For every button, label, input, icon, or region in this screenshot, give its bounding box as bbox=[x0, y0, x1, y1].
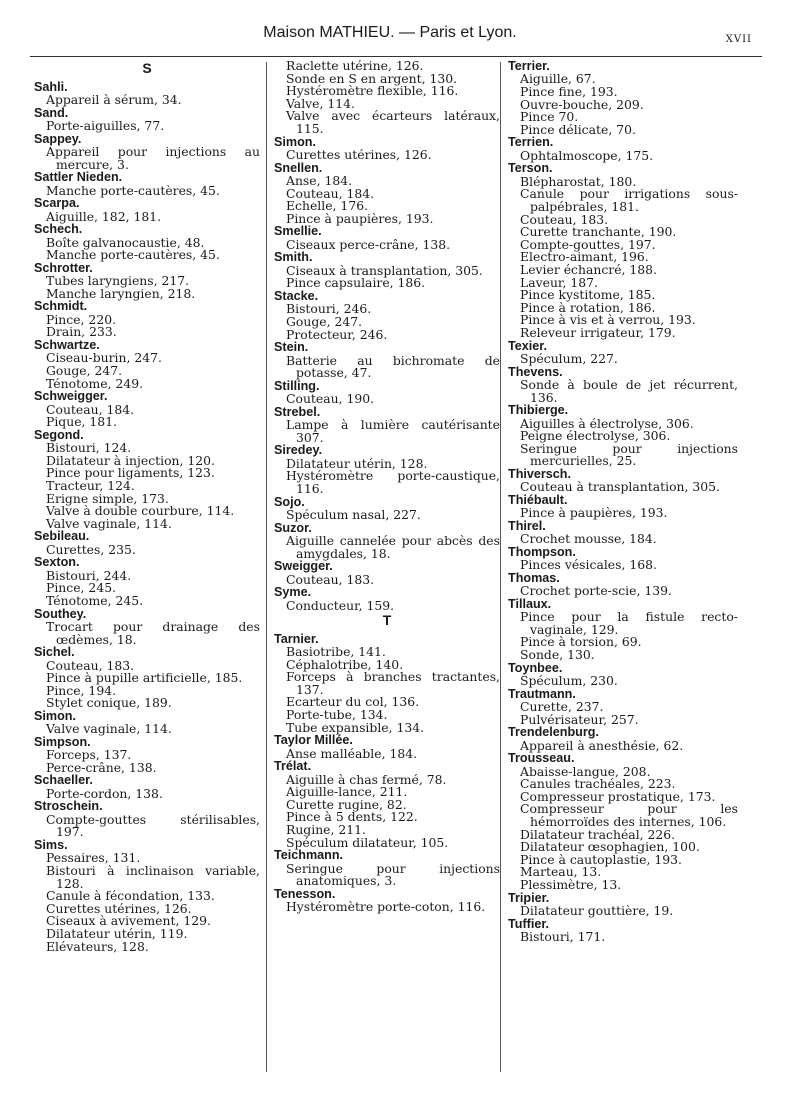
index-column-1 bbox=[34, 60, 260, 953]
instrument-item: Ténotome, 249. bbox=[46, 375, 144, 391]
instrument-item: Canule pour irrigations sous-palpébrales, 181. bbox=[520, 186, 738, 214]
index-entry bbox=[34, 710, 260, 736]
instrument-item: Hystéromètre porte-coton, 116. bbox=[286, 899, 486, 915]
surgeon-name: Thibierge. bbox=[508, 403, 569, 418]
surgeon-name: Tuffier. bbox=[508, 916, 550, 931]
instrument-item: Trocart pour drainage des œdèmes, 18. bbox=[46, 618, 260, 647]
index-entry bbox=[274, 251, 500, 290]
instrument-item: Ecarteur du col, 136. bbox=[286, 694, 420, 710]
instrument-item: Céphalotribe, 140. bbox=[286, 656, 404, 672]
index-entry bbox=[508, 752, 738, 891]
instrument-item: Couteau, 184. bbox=[46, 401, 135, 417]
index-entry bbox=[508, 162, 738, 339]
instrument-item: Couteau à transplantation, 305. bbox=[520, 479, 720, 495]
surgeon-name: Thiébault. bbox=[508, 492, 568, 507]
instrument-item: Manche laryngien, 218. bbox=[46, 285, 196, 301]
surgeon-name: Sweigger. bbox=[274, 559, 333, 574]
instrument-item: Sonde à boule de jet récurrent, 136. bbox=[520, 376, 738, 405]
instrument-item: Pince à pupille artificielle, 185. bbox=[46, 670, 243, 686]
column-divider bbox=[266, 62, 267, 1072]
instrument-item: Pessaires, 131. bbox=[46, 850, 141, 866]
instrument-item: Curette rugine, 82. bbox=[286, 796, 407, 812]
surgeon-name: Schrotter. bbox=[34, 260, 93, 275]
instrument-item: Bistouri, 124. bbox=[46, 440, 132, 456]
instrument-item: Dilatateur à injection, 120. bbox=[46, 452, 215, 468]
instrument-item: Electro-aimant, 196. bbox=[520, 249, 649, 265]
instrument-item: Valve vaginale, 114. bbox=[46, 721, 172, 737]
instrument-item: Pinces vésicales, 168. bbox=[520, 557, 657, 573]
instrument-item: Pince kystitome, 185. bbox=[520, 287, 656, 303]
instrument-item: Pince fine, 193. bbox=[520, 84, 618, 99]
instrument-item: Tracteur, 124. bbox=[46, 477, 135, 493]
instrument-item: Bistouri à inclinaison variable, 128. bbox=[46, 863, 260, 891]
index-entry bbox=[34, 646, 260, 710]
instrument-item: Curettes utérines, 126. bbox=[286, 146, 432, 162]
index-column-3 bbox=[508, 60, 738, 944]
surgeon-name: Snellen. bbox=[274, 160, 323, 175]
surgeon-name: Schweigger. bbox=[34, 389, 108, 404]
index-entry bbox=[274, 341, 500, 380]
instrument-item: Ciseaux perce-crâne, 138. bbox=[286, 236, 451, 252]
instrument-item: Crochet mousse, 184. bbox=[520, 531, 657, 547]
instrument-item: Curettes, 235. bbox=[46, 541, 136, 557]
instrument-item: Pince à paupières, 193. bbox=[286, 210, 434, 226]
surgeon-name: Tenesson. bbox=[274, 886, 336, 901]
instrument-item: Ciseau-burin, 247. bbox=[46, 350, 162, 366]
instrument-item: Dilatateur trachéal, 226. bbox=[520, 826, 676, 842]
instrument-item: Aiguille, 182, 181. bbox=[46, 208, 162, 224]
index-entry bbox=[34, 107, 260, 133]
instrument-item: Pince capsulaire, 186. bbox=[286, 275, 426, 291]
surgeon-name: Stroschein. bbox=[34, 799, 103, 814]
instrument-item: Pince, 220. bbox=[46, 311, 117, 327]
instrument-item: Pince pour ligaments, 123. bbox=[46, 465, 215, 481]
surgeon-name: Scarpa. bbox=[34, 196, 80, 211]
index-entry bbox=[34, 81, 260, 107]
surgeon-name: Tarnier. bbox=[274, 631, 319, 646]
instrument-item: Porte-cordon, 138. bbox=[46, 785, 163, 801]
surgeon-name: Stacke. bbox=[274, 288, 319, 303]
instrument-item: Pince à torsion, 69. bbox=[520, 634, 642, 650]
surgeon-name: Sichel. bbox=[34, 645, 75, 660]
instrument-item: Spéculum, 227. bbox=[520, 350, 618, 366]
header-rule bbox=[30, 56, 762, 57]
instrument-item: Sonde en S en argent, 130. bbox=[286, 70, 458, 86]
index-entry bbox=[508, 136, 738, 162]
instrument-item: Forceps à branches tractantes, 137. bbox=[286, 669, 500, 697]
index-entry bbox=[508, 688, 738, 727]
surgeon-name: Sexton. bbox=[34, 555, 80, 570]
index-entry bbox=[274, 406, 500, 445]
surgeon-name: Siredey. bbox=[274, 443, 323, 458]
index-entry bbox=[274, 560, 500, 586]
surgeon-name: Simon. bbox=[274, 134, 316, 149]
instrument-item: Basiotribe, 141. bbox=[286, 644, 386, 660]
index-entry bbox=[34, 300, 260, 339]
surgeon-name: Teichmann. bbox=[274, 848, 344, 863]
instrument-item: Gouge, 247. bbox=[46, 362, 123, 378]
surgeon-name: Trousseau. bbox=[508, 751, 575, 766]
index-entry bbox=[508, 404, 738, 468]
instrument-item: Pince, 194. bbox=[46, 682, 117, 698]
instrument-item: Couteau, 184. bbox=[286, 185, 375, 201]
instrument-item: Spéculum dilatateur, 105. bbox=[286, 834, 449, 850]
instrument-item: Pince, 245. bbox=[46, 580, 117, 596]
instrument-item: Boîte galvanocaustie, 48. bbox=[46, 234, 205, 250]
index-entry bbox=[34, 530, 260, 556]
index-entry bbox=[274, 849, 500, 888]
instrument-item: Couteau, 190. bbox=[286, 391, 375, 407]
instrument-item: Couteau, 183. bbox=[46, 657, 135, 673]
instrument-item: Curette tranchante, 190. bbox=[520, 224, 677, 240]
surgeon-name: Schwartze. bbox=[34, 337, 100, 352]
surgeon-name: Trautmann. bbox=[508, 686, 576, 701]
instrument-item: Compte-gouttes, 197. bbox=[520, 236, 656, 252]
surgeon-name: Tripier. bbox=[508, 890, 550, 905]
instrument-item: Marteau, 13. bbox=[520, 864, 602, 880]
instrument-item: Aiguille-lance, 211. bbox=[286, 784, 408, 800]
instrument-item: Dilatateur gouttière, 19. bbox=[520, 903, 674, 918]
instrument-item: Porte-tube, 134. bbox=[286, 707, 388, 723]
surgeon-name: Terson. bbox=[508, 161, 553, 176]
running-head: Maison MATHIEU. — Paris et Lyon. bbox=[263, 24, 517, 41]
instrument-item: Ténotome, 245. bbox=[46, 592, 144, 608]
surgeon-name: Sojo. bbox=[274, 494, 305, 509]
instrument-item: Sonde, 130. bbox=[520, 647, 595, 663]
surgeon-name: Sahli. bbox=[34, 79, 68, 94]
instrument-item: Gouge, 247. bbox=[286, 313, 363, 329]
instrument-item: Valve vaginale, 114. bbox=[46, 515, 172, 531]
index-entry bbox=[274, 162, 500, 226]
index-entry bbox=[508, 494, 738, 520]
instrument-item: Valve avec écarteurs latéraux, 115. bbox=[286, 108, 500, 136]
section-letter: S bbox=[142, 60, 152, 76]
instrument-item: Appareil pour injections au mercure, 3. bbox=[46, 144, 260, 172]
instrument-item: Pince à vis et à verrou, 193. bbox=[520, 312, 696, 328]
index-entry bbox=[34, 133, 260, 172]
instrument-item: Seringue pour injections anatomiques, 3. bbox=[286, 860, 500, 889]
instrument-item: Hystéromètre porte-caustique, 116. bbox=[286, 468, 500, 496]
instrument-item: Curette, 237. bbox=[520, 699, 604, 715]
instrument-item: Ciseaux à avivement, 129. bbox=[46, 913, 211, 929]
index-entry bbox=[274, 586, 500, 612]
index-entry bbox=[274, 888, 500, 914]
instrument-item: Compte-gouttes stérilisables, 197. bbox=[46, 811, 260, 840]
surgeon-name: Southey. bbox=[34, 606, 87, 621]
instrument-item: Dilatateur utérin, 128. bbox=[286, 455, 428, 471]
index-entry bbox=[34, 800, 260, 839]
instrument-item: Echelle, 176. bbox=[286, 198, 369, 214]
surgeon-name: Syme. bbox=[274, 585, 312, 600]
surgeon-name: Schaeller. bbox=[34, 773, 93, 788]
index-entry bbox=[34, 197, 260, 223]
surgeon-name: Simon. bbox=[34, 708, 76, 723]
instrument-item: Drain, 233. bbox=[46, 324, 117, 340]
instrument-item: Compresseur prostatique, 173. bbox=[520, 788, 716, 804]
surgeon-name: Smellie. bbox=[274, 224, 322, 239]
instrument-item: Blépharostat, 180. bbox=[520, 173, 637, 189]
instrument-item: Appareil à anesthésie, 62. bbox=[520, 737, 684, 753]
surgeon-name: Sims. bbox=[34, 838, 68, 853]
surgeon-name: Taylor Millée. bbox=[274, 733, 353, 748]
instrument-item: Releveur irrigateur, 179. bbox=[520, 324, 676, 340]
surgeon-name: Thevens. bbox=[508, 364, 563, 379]
index-entry bbox=[274, 225, 500, 251]
index-entry bbox=[34, 774, 260, 800]
surgeon-name: Strebel. bbox=[274, 404, 321, 419]
surgeon-name: Schmidt. bbox=[34, 299, 88, 314]
surgeon-name: Texier. bbox=[508, 338, 547, 353]
instrument-item: Pince à rotation, 186. bbox=[520, 299, 656, 315]
instrument-item: Manche porte-cautères, 45. bbox=[46, 182, 220, 198]
index-entry bbox=[34, 839, 260, 953]
instrument-item: Laveur, 187. bbox=[520, 274, 598, 290]
instrument-item: Tube expansible, 134. bbox=[286, 719, 425, 735]
section-letter: T bbox=[382, 612, 392, 629]
surgeon-name: Toynbee. bbox=[508, 660, 563, 675]
index-entry bbox=[274, 60, 500, 136]
index-entry bbox=[34, 556, 260, 607]
instrument-item: Levier échancré, 188. bbox=[520, 261, 657, 277]
surgeon-name: Suzor. bbox=[274, 520, 312, 535]
surgeon-name: Thompson. bbox=[508, 544, 576, 559]
index-entry bbox=[508, 520, 738, 546]
surgeon-name: Trendelenburg. bbox=[508, 725, 599, 740]
instrument-item: Pince à cautoplastie, 193. bbox=[520, 851, 682, 867]
index-entry bbox=[508, 366, 738, 405]
instrument-item: Crochet porte-scie, 139. bbox=[520, 583, 672, 599]
index-entry bbox=[508, 546, 738, 572]
instrument-item: Couteau, 183. bbox=[520, 211, 609, 227]
column-divider bbox=[500, 62, 501, 1072]
surgeon-name: Stilling. bbox=[274, 378, 320, 393]
surgeon-name: Sappey. bbox=[34, 131, 82, 146]
instrument-item: Dilatateur œsophagien, 100. bbox=[520, 839, 700, 855]
instrument-item: Pince délicate, 70. bbox=[520, 121, 636, 137]
instrument-item: Couteau, 183. bbox=[286, 571, 375, 587]
surgeon-name: Stein. bbox=[274, 340, 309, 355]
instrument-item: Canules trachéales, 223. bbox=[520, 776, 676, 792]
index-entry bbox=[34, 223, 260, 262]
instrument-item: Ciseaux à transplantation, 305. bbox=[286, 262, 483, 278]
instrument-item: Aiguilles à électrolyse, 306. bbox=[520, 415, 694, 431]
index-entry bbox=[508, 340, 738, 366]
surgeon-name: Thiversch. bbox=[508, 466, 571, 481]
instrument-item: Elévateurs, 128. bbox=[46, 938, 149, 954]
index-entry bbox=[508, 572, 738, 598]
index-entry bbox=[34, 390, 260, 429]
instrument-item: Peigne électrolyse, 306. bbox=[520, 428, 671, 444]
instrument-item: Canule à fécondation, 133. bbox=[46, 888, 215, 904]
instrument-item: Forceps, 137. bbox=[46, 747, 132, 763]
instrument-item: Rugine, 211. bbox=[286, 822, 366, 838]
surgeon-name: Terrier. bbox=[508, 59, 550, 73]
instrument-item: Protecteur, 246. bbox=[286, 326, 388, 342]
index-entry bbox=[274, 290, 500, 341]
index-entry bbox=[508, 60, 738, 136]
surgeon-name: Terrien. bbox=[508, 135, 554, 150]
surgeon-name: Schech. bbox=[34, 222, 83, 237]
index-entry bbox=[508, 726, 738, 752]
instrument-item: Manche porte-cautères, 45. bbox=[46, 247, 220, 263]
instrument-item: Conducteur, 159. bbox=[286, 597, 395, 613]
index-entry bbox=[34, 608, 260, 647]
instrument-item: Stylet conique, 189. bbox=[46, 695, 172, 711]
surgeon-name: Thomas. bbox=[508, 570, 560, 585]
instrument-item: Valve à double courbure, 114. bbox=[46, 503, 235, 519]
surgeon-name: Tillaux. bbox=[508, 596, 552, 611]
instrument-item: Ouvre-bouche, 209. bbox=[520, 96, 644, 112]
instrument-item: Raclette utérine, 126. bbox=[286, 58, 424, 73]
instrument-item: Aiguille cannelée pour abcès des amygdales, 18. bbox=[286, 532, 500, 561]
instrument-item: Aiguille, 67. bbox=[520, 71, 596, 87]
instrument-item: Abaisse-langue, 208. bbox=[520, 763, 651, 779]
instrument-item: Spéculum nasal, 227. bbox=[286, 506, 421, 522]
surgeon-name: Thirel. bbox=[508, 518, 546, 533]
instrument-item: Tubes laryngiens, 217. bbox=[46, 273, 190, 289]
surgeon-name: Simpson. bbox=[34, 734, 91, 749]
instrument-item: Ophtalmoscope, 175. bbox=[520, 147, 654, 163]
index-entry bbox=[274, 760, 500, 849]
instrument-item: Bistouri, 244. bbox=[46, 567, 132, 583]
index-entry bbox=[34, 339, 260, 390]
surgeon-name: Sattler Nieden. bbox=[34, 170, 123, 185]
instrument-item: Appareil à sérum, 34. bbox=[46, 92, 182, 107]
instrument-item: Batterie au bichromate de potasse, 47. bbox=[286, 352, 500, 381]
surgeon-name: Smith. bbox=[274, 250, 313, 265]
instrument-item: Curettes utérines, 126. bbox=[46, 900, 192, 916]
instrument-item: Lampe à lumière cautérisante 307. bbox=[286, 417, 500, 445]
instrument-item: Porte-aiguilles, 77. bbox=[46, 118, 165, 133]
instrument-item: Spéculum, 230. bbox=[520, 673, 618, 689]
index-entry bbox=[274, 734, 500, 760]
instrument-item: Pince à paupières, 193. bbox=[520, 505, 668, 521]
instrument-item: Pulvérisateur, 257. bbox=[520, 711, 639, 727]
instrument-item: Bistouri, 171. bbox=[520, 929, 606, 944]
index-entry bbox=[508, 598, 738, 662]
instrument-item: Anse malléable, 184. bbox=[286, 745, 418, 761]
instrument-item: Dilatateur utérin, 119. bbox=[46, 926, 188, 942]
surgeon-name: Segond. bbox=[34, 427, 84, 442]
instrument-item: Bistouri, 246. bbox=[286, 301, 372, 317]
instrument-item: Pince pour la fistule recto-vaginale, 129. bbox=[520, 609, 738, 637]
instrument-item: Pique, 181. bbox=[46, 414, 118, 430]
index-entry bbox=[508, 468, 738, 494]
index-entry bbox=[34, 171, 260, 197]
index-entry bbox=[274, 136, 500, 162]
instrument-item: Pince à 5 dents, 122. bbox=[286, 809, 418, 825]
index-entry bbox=[274, 380, 500, 406]
instrument-item: Seringue pour injections mercurielles, 25. bbox=[520, 440, 738, 469]
instrument-item: Hystéromètre flexible, 116. bbox=[286, 83, 459, 99]
index-column-2 bbox=[274, 60, 500, 914]
index-entry bbox=[34, 262, 260, 301]
instrument-item: Pince 70. bbox=[520, 109, 579, 125]
instrument-item: Anse, 184. bbox=[286, 172, 353, 188]
instrument-item: Erigne simple, 173. bbox=[46, 490, 169, 506]
index-entry bbox=[508, 662, 738, 688]
index-entry bbox=[34, 736, 260, 775]
index-entry bbox=[34, 429, 260, 531]
page-header bbox=[0, 20, 800, 46]
surgeon-name: Sebileau. bbox=[34, 529, 90, 544]
index-entry bbox=[508, 918, 738, 944]
surgeon-name: Sand. bbox=[34, 105, 69, 120]
instrument-item: Aiguille à chas fermé, 78. bbox=[286, 771, 447, 787]
index-entry bbox=[274, 633, 500, 735]
surgeon-name: Trélat. bbox=[274, 759, 312, 774]
index-entry bbox=[274, 444, 500, 495]
index-entry bbox=[508, 892, 738, 918]
index-entry bbox=[274, 496, 500, 522]
instrument-item: Compresseur pour les hémorroïdes des internes, 106. bbox=[520, 801, 738, 830]
page-number: XVII bbox=[725, 34, 752, 45]
instrument-item: Plessimètre, 13. bbox=[520, 877, 622, 892]
instrument-item: Valve, 114. bbox=[286, 95, 355, 111]
instrument-item: Perce-crâne, 138. bbox=[46, 759, 157, 775]
index-entry bbox=[274, 522, 500, 561]
